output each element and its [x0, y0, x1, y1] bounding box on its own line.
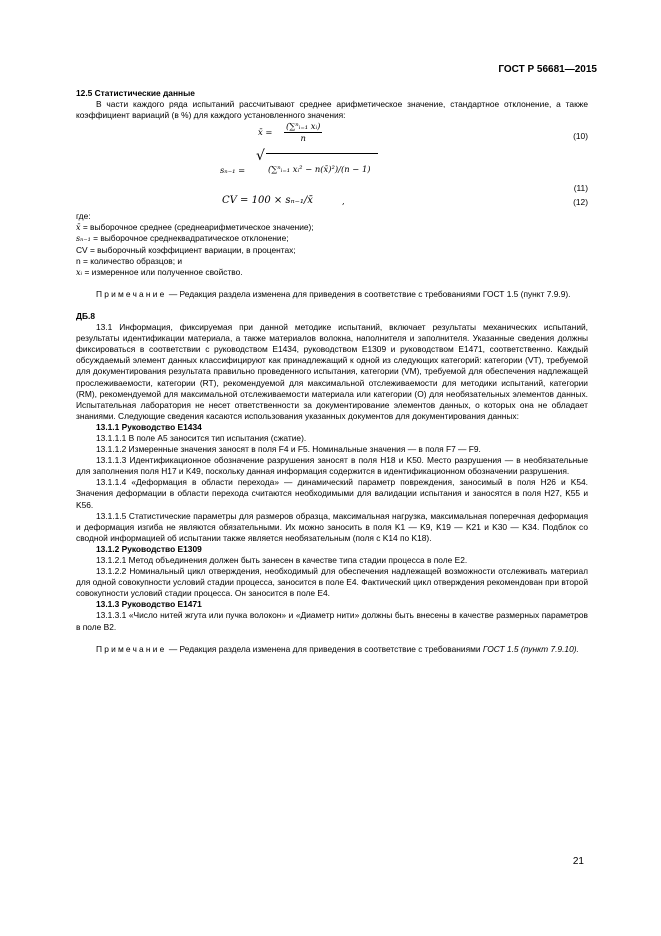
paragraph-13-1-1-2: 13.1.1.2 Измеренные значения заносят в поля F4 и F5. Номинальные значения — в поля F7 — F9. [96, 444, 481, 455]
paragraph-13-1-1-3: 13.1.1.3 Идентификационное обозначение разрушения заносят в поля H18 и K50. Место разрушения — в необязательные для заполнения поля H17 и K49, поскольку данная информация содержится в идентификационном обозначении разрушения. [76, 455, 588, 477]
eq10-number: (10) [573, 131, 588, 142]
note-reference: ГОСТ 1.5 (пункт 7.9.10). [482, 643, 579, 654]
page-number: 21 [572, 856, 584, 867]
paragraph-13-1-1-1: 13.1.1.1 В поле A5 заносится тип испытания (сжатие). [96, 432, 307, 443]
db8-note [76, 644, 588, 655]
heading-13-1-1: 13.1.1 Руководство E1434 [96, 421, 202, 432]
paragraph-13-1-1-5: 13.1.1.5 Статистические параметры для размеров образца, максимальная нагрузка, максимальная поперечная деформация и деформация изгиба не являются обязательными. Их можно заносить в поля K1 — K9, K19 — K21 и K30 — K34. Подблок со сводной информацией об испытании также является необязательным (поля с K14 по K18). [76, 510, 588, 543]
section-title: 12.5 Статистические данные [76, 88, 195, 98]
equation-10 [76, 121, 588, 147]
sqrt-sign: √ [256, 148, 265, 165]
paragraph-13-1-1-4: 13.1.1.4 «Деформация в области перехода» — динамический параметр повреждения, заносимый в поля H26 и K54. Значения деформации в области перехода считаются необходимыми для валидации испытания и заносятся в поля H27, K55 и K56. [76, 477, 588, 510]
heading-13-1-2: 13.1.2 Руководство E1309 [96, 543, 202, 554]
eq12-comma: , [342, 196, 345, 207]
section-note [76, 289, 588, 300]
section-intro: В части каждого ряда испытаний рассчитывают среднее арифметическое значение, стандартное отклонение, а также коэффициент вариаций (в %) для каждого установленного значения: [76, 99, 588, 121]
page-content [76, 88, 588, 655]
eq12-number: (12) [573, 197, 588, 208]
paragraph-13-1-2-1: 13.1.2.1 Метод объединения должен быть занесен в качестве типа стадии процесса в поле E2. [96, 555, 468, 565]
heading-13-1-3: 13.1.3 Руководство E1471 [96, 599, 202, 610]
paragraph-13-1-3-1: 13.1.3.1 «Число нитей жгута или пучка волокон» и «Диаметр нити» должны быть внесены в качестве размерных параметров в поле B2. [76, 610, 588, 632]
definition-item: n = количество образцов; и [76, 255, 183, 266]
eq11-lhs: sₙ₋₁ = [220, 165, 246, 176]
document-id: ГОСТ Р 56681—2015 [498, 64, 597, 75]
paragraph-13-1: 13.1 Информация, фиксируемая при данной методике испытаний, включает результаты механических испытаний, результаты идентификации материала, а также материалов волокна, наполнителя и заполнителя. Указанные сведения должны фиксироваться в соответствии с руководством E1434, руководством E1309 и руководством E1471, соответственно. Каждый обсуждаемый элемент данных классифицируют как принадлежащий к одной из следующих категорий: категории (VT), требуемой для документирования результата правильно проведенного испытания, категории (VM), требуемой для обеспечения надлежащей прослеживаемости, категории (RT), рекомендуемой для максимальной отслеживаемости для методики испытаний, категории (RM), рекомендуемой для максимальной отслеживаемости материала или категории (O) для необязательных элементов данных. Испытательная лаборатория не несет ответственности за документирование элементов данных, о которых она не обладает знаниями. Следующие сведения касаются использования указанных документов для документирования данных: [76, 322, 588, 421]
note-label: Примечание [96, 643, 167, 654]
paragraph-13-1-2-2: 13.1.2.2 Номинальный цикл отверждения, необходимый для обеспечения надлежащей возможности отслеживать материал для одной совокупности условий стадии процесса, заносится в поле E4. Фактический цикл отверждения рекомендован при второй совокупности условий стадии процесса. Он заносится в поле E4. [76, 566, 588, 599]
eq10-lhs: x̄ = [258, 127, 273, 138]
note-text: — Редакция раздела изменена для приведения в соответствие с требованиями ГОСТ 1.5 (пункт 7.9.9). [168, 288, 571, 299]
note-label: Примечание [96, 288, 167, 299]
definition-item: xᵢ = измеренное или полученное свойство. [76, 266, 243, 277]
eq11-radicand: (∑ⁿᵢ₌₁ xᵢ² − n(x̄)²)/(n − 1) [266, 153, 378, 175]
equation-12 [76, 195, 588, 211]
definition-item: x̄ = выборочное среднее (среднеарифметическое значение); [76, 222, 314, 233]
eq12-formula: CV = 100 × sₙ₋₁/x̄ [222, 195, 313, 207]
eq10-numerator: (∑ⁿᵢ₌₁ xᵢ) [284, 121, 322, 133]
where-label: где: [76, 211, 91, 222]
equation-11 [76, 147, 588, 195]
db8-title: ДБ.8 [76, 310, 95, 321]
eq11-number: (11) [573, 183, 588, 194]
note-text: — Редакция раздела изменена для приведения в соответствие с требованиями [168, 643, 481, 654]
eq10-denominator: n [300, 133, 306, 144]
definition-item: sₙ₋₁ = выборочное среднеквадратическое отклонение; [76, 233, 289, 244]
definition-item: CV = выборочный коэффициент вариации, в процентах; [76, 244, 296, 255]
